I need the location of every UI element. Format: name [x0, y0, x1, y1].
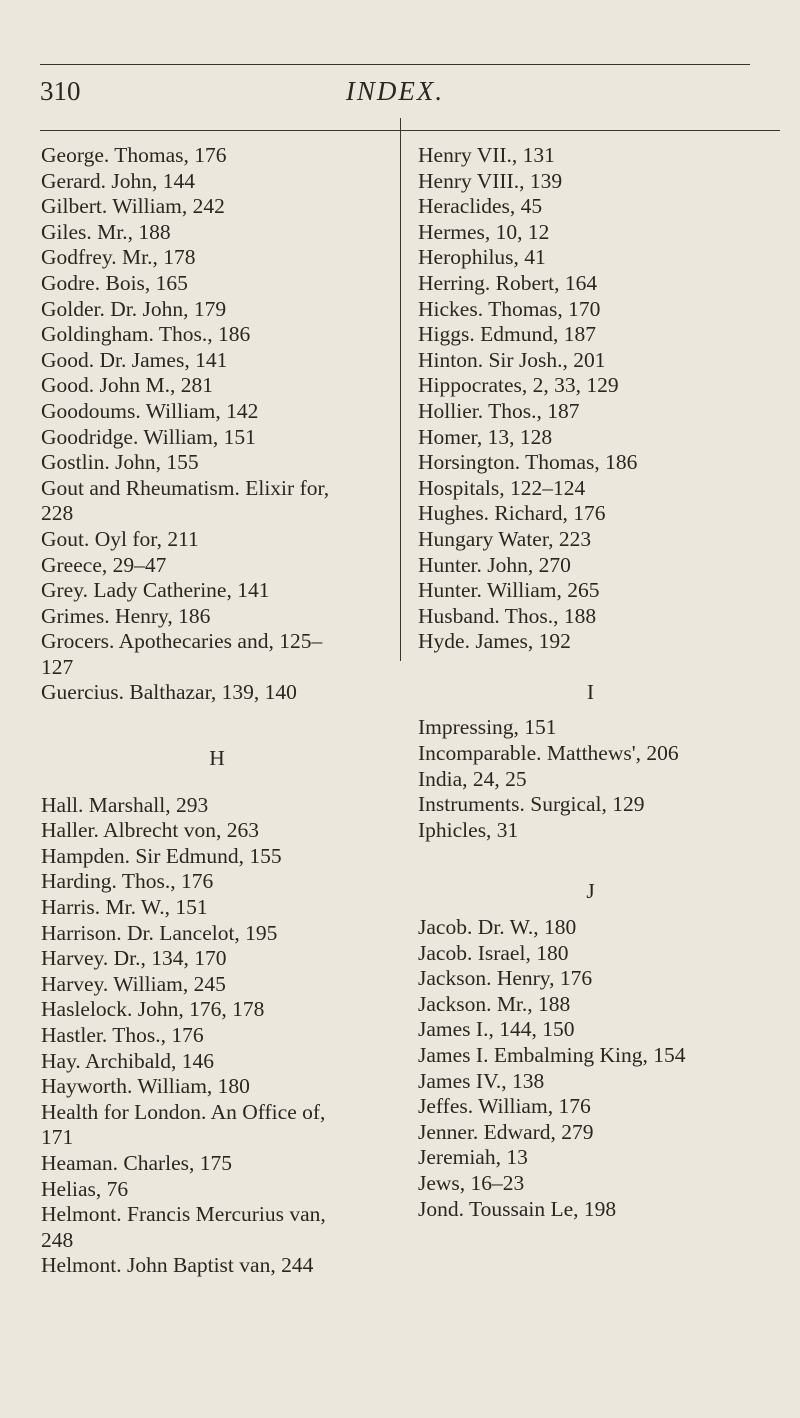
index-entry: Instruments. Surgical, 129	[418, 792, 645, 817]
index-entry: Heaman. Charles, 175	[41, 1150, 233, 1175]
index-entry: Jeffes. William, 176	[418, 1094, 591, 1119]
index-entry-continuation: 127	[41, 654, 74, 679]
index-entry: Goldingham. Thos., 186	[41, 322, 251, 347]
index-entry: Hospitals, 122–124	[418, 475, 586, 500]
index-entry: Good. Dr. James, 141	[41, 347, 228, 372]
index-entry: Herring. Robert, 164	[418, 270, 598, 295]
index-entry	[41, 1100, 393, 1151]
index-entry: Hunter. John, 270	[418, 552, 571, 577]
index-entry-line: Helmont. Francis Mercurius van,	[41, 1202, 326, 1227]
g-entries	[41, 143, 393, 706]
index-entry	[41, 1202, 393, 1253]
index-entry: Hyde. James, 192	[418, 629, 571, 654]
index-entry	[41, 476, 393, 527]
index-entry: Hermes, 10, 12	[418, 219, 550, 244]
index-entry: Higgs. Edmund, 187	[418, 322, 596, 347]
page-header	[40, 70, 750, 130]
index-entry: Haslelock. John, 176, 178	[41, 997, 265, 1022]
index-entry: Jacob. Dr. W., 180	[418, 915, 577, 940]
index-entry-line: Health for London. An Office of,	[41, 1099, 326, 1124]
index-entry: Giles. Mr., 188	[41, 219, 171, 244]
index-entry: Horsington. Thomas, 186	[418, 450, 638, 475]
index-entry: Henry VII., 131	[418, 143, 555, 167]
index-entry: Hampden. Sir Edmund, 155	[41, 843, 282, 868]
index-entry: Hall. Marshall, 293	[41, 792, 209, 817]
index-entry: Harrison. Dr. Lancelot, 195	[41, 920, 278, 945]
index-entry: Guercius. Balthazar, 139, 140	[41, 680, 297, 705]
index-entry: Jenner. Edward, 279	[418, 1119, 594, 1144]
column-divider	[400, 118, 401, 661]
index-entry: Helias, 76	[41, 1176, 129, 1201]
index-entry: Impressing, 151	[418, 715, 557, 740]
index-entry: Harding. Thos., 176	[41, 869, 214, 894]
index-entry: Jackson. Henry, 176	[418, 966, 593, 991]
index-entry: James I., 144, 150	[418, 1017, 575, 1042]
index-entry: Homer, 13, 128	[418, 424, 553, 449]
index-entry: Gout. Oyl for, 211	[41, 526, 199, 551]
left-column	[41, 143, 393, 1279]
index-entry: Hungary Water, 223	[418, 526, 592, 551]
j-entries	[418, 915, 763, 1222]
index-entry: Hippocrates, 2, 33, 129	[418, 373, 619, 398]
index-entry: Helmont. John Baptist van, 244	[41, 1253, 314, 1278]
index-entry: Godre. Bois, 165	[41, 270, 188, 295]
index-entry: Hastler. Thos., 176	[41, 1023, 204, 1047]
index-entry: Iphicles, 31	[418, 817, 519, 842]
index-entry: Good. John M., 281	[41, 373, 214, 398]
index-entry: India, 24, 25	[418, 766, 527, 791]
index-entry-line: Gout and Rheumatism. Elixir for,	[41, 475, 330, 500]
index-entry: Hayworth. William, 180	[41, 1074, 250, 1099]
index-entry: Jond. Toussain Le, 198	[418, 1196, 617, 1221]
i-entries	[418, 715, 763, 843]
page-title: INDEX.	[345, 76, 445, 106]
index-entry: Hunter. William, 265	[418, 578, 600, 603]
page-number: 310	[40, 76, 81, 106]
index-entry: Harvey. Dr., 134, 170	[41, 946, 227, 971]
index-entry: Gerard. John, 144	[41, 168, 196, 193]
index-entry: Jacob. Israel, 180	[418, 940, 569, 965]
index-entry: George. Thomas, 176	[41, 143, 227, 167]
index-entry: James IV., 138	[418, 1068, 545, 1093]
h-entries	[41, 793, 393, 1279]
section-letter-h: H	[209, 746, 225, 771]
index-entry: Grey. Lady Catherine, 141	[41, 578, 270, 603]
right-column	[418, 143, 763, 1222]
index-entry: Godfrey. Mr., 178	[41, 245, 196, 270]
index-entry: Jeremiah, 13	[418, 1145, 528, 1170]
index-entry: Hay. Archibald, 146	[41, 1048, 214, 1073]
index-entry: Goodridge. William, 151	[41, 424, 256, 449]
index-entry: Henry VIII., 139	[418, 168, 563, 193]
index-entry-continuation: 171	[41, 1125, 74, 1150]
index-entry: Husband. Thos., 188	[418, 603, 597, 628]
index-entry: Golder. Dr. John, 179	[41, 296, 227, 321]
index-entry: Hickes. Thomas, 170	[418, 296, 601, 321]
index-entry: Haller. Albrecht von, 263	[41, 818, 259, 843]
index-entry: Hinton. Sir Josh., 201	[418, 347, 606, 372]
top-rule	[40, 64, 750, 65]
index-entry: Herophilus, 41	[418, 245, 546, 270]
index-entry: Gostlin. John, 155	[41, 450, 199, 475]
index-entry: Grimes. Henry, 186	[41, 603, 211, 628]
index-entry: Harris. Mr. W., 151	[41, 895, 208, 920]
index-entry: Heraclides, 45	[418, 194, 543, 219]
index-entry: Incomparable. Matthews', 206	[418, 741, 679, 766]
index-entry: Jackson. Mr., 188	[418, 991, 571, 1016]
index-entry-continuation: 248	[41, 1227, 74, 1252]
section-letter-i: I	[586, 679, 595, 704]
index-entry: Harvey. William, 245	[41, 971, 226, 996]
index-entry-continuation: 228	[41, 501, 74, 526]
index-entry: Jews, 16–23	[418, 1170, 525, 1195]
index-entry	[41, 629, 393, 680]
index-entry: James I. Embalming King, 154	[418, 1043, 686, 1067]
h-entries-continued	[418, 143, 763, 655]
header-rule	[40, 130, 780, 131]
index-entry: Hughes. Richard, 176	[418, 501, 606, 526]
index-entry: Gilbert. William, 242	[41, 194, 225, 219]
index-entry: Goodoums. William, 142	[41, 398, 259, 423]
section-letter-j: J	[586, 879, 595, 904]
index-entry: Hollier. Thos., 187	[418, 398, 580, 423]
index-entry: Greece, 29–47	[41, 552, 167, 577]
index-entry-line: Grocers. Apothecaries and, 125–	[41, 629, 323, 654]
